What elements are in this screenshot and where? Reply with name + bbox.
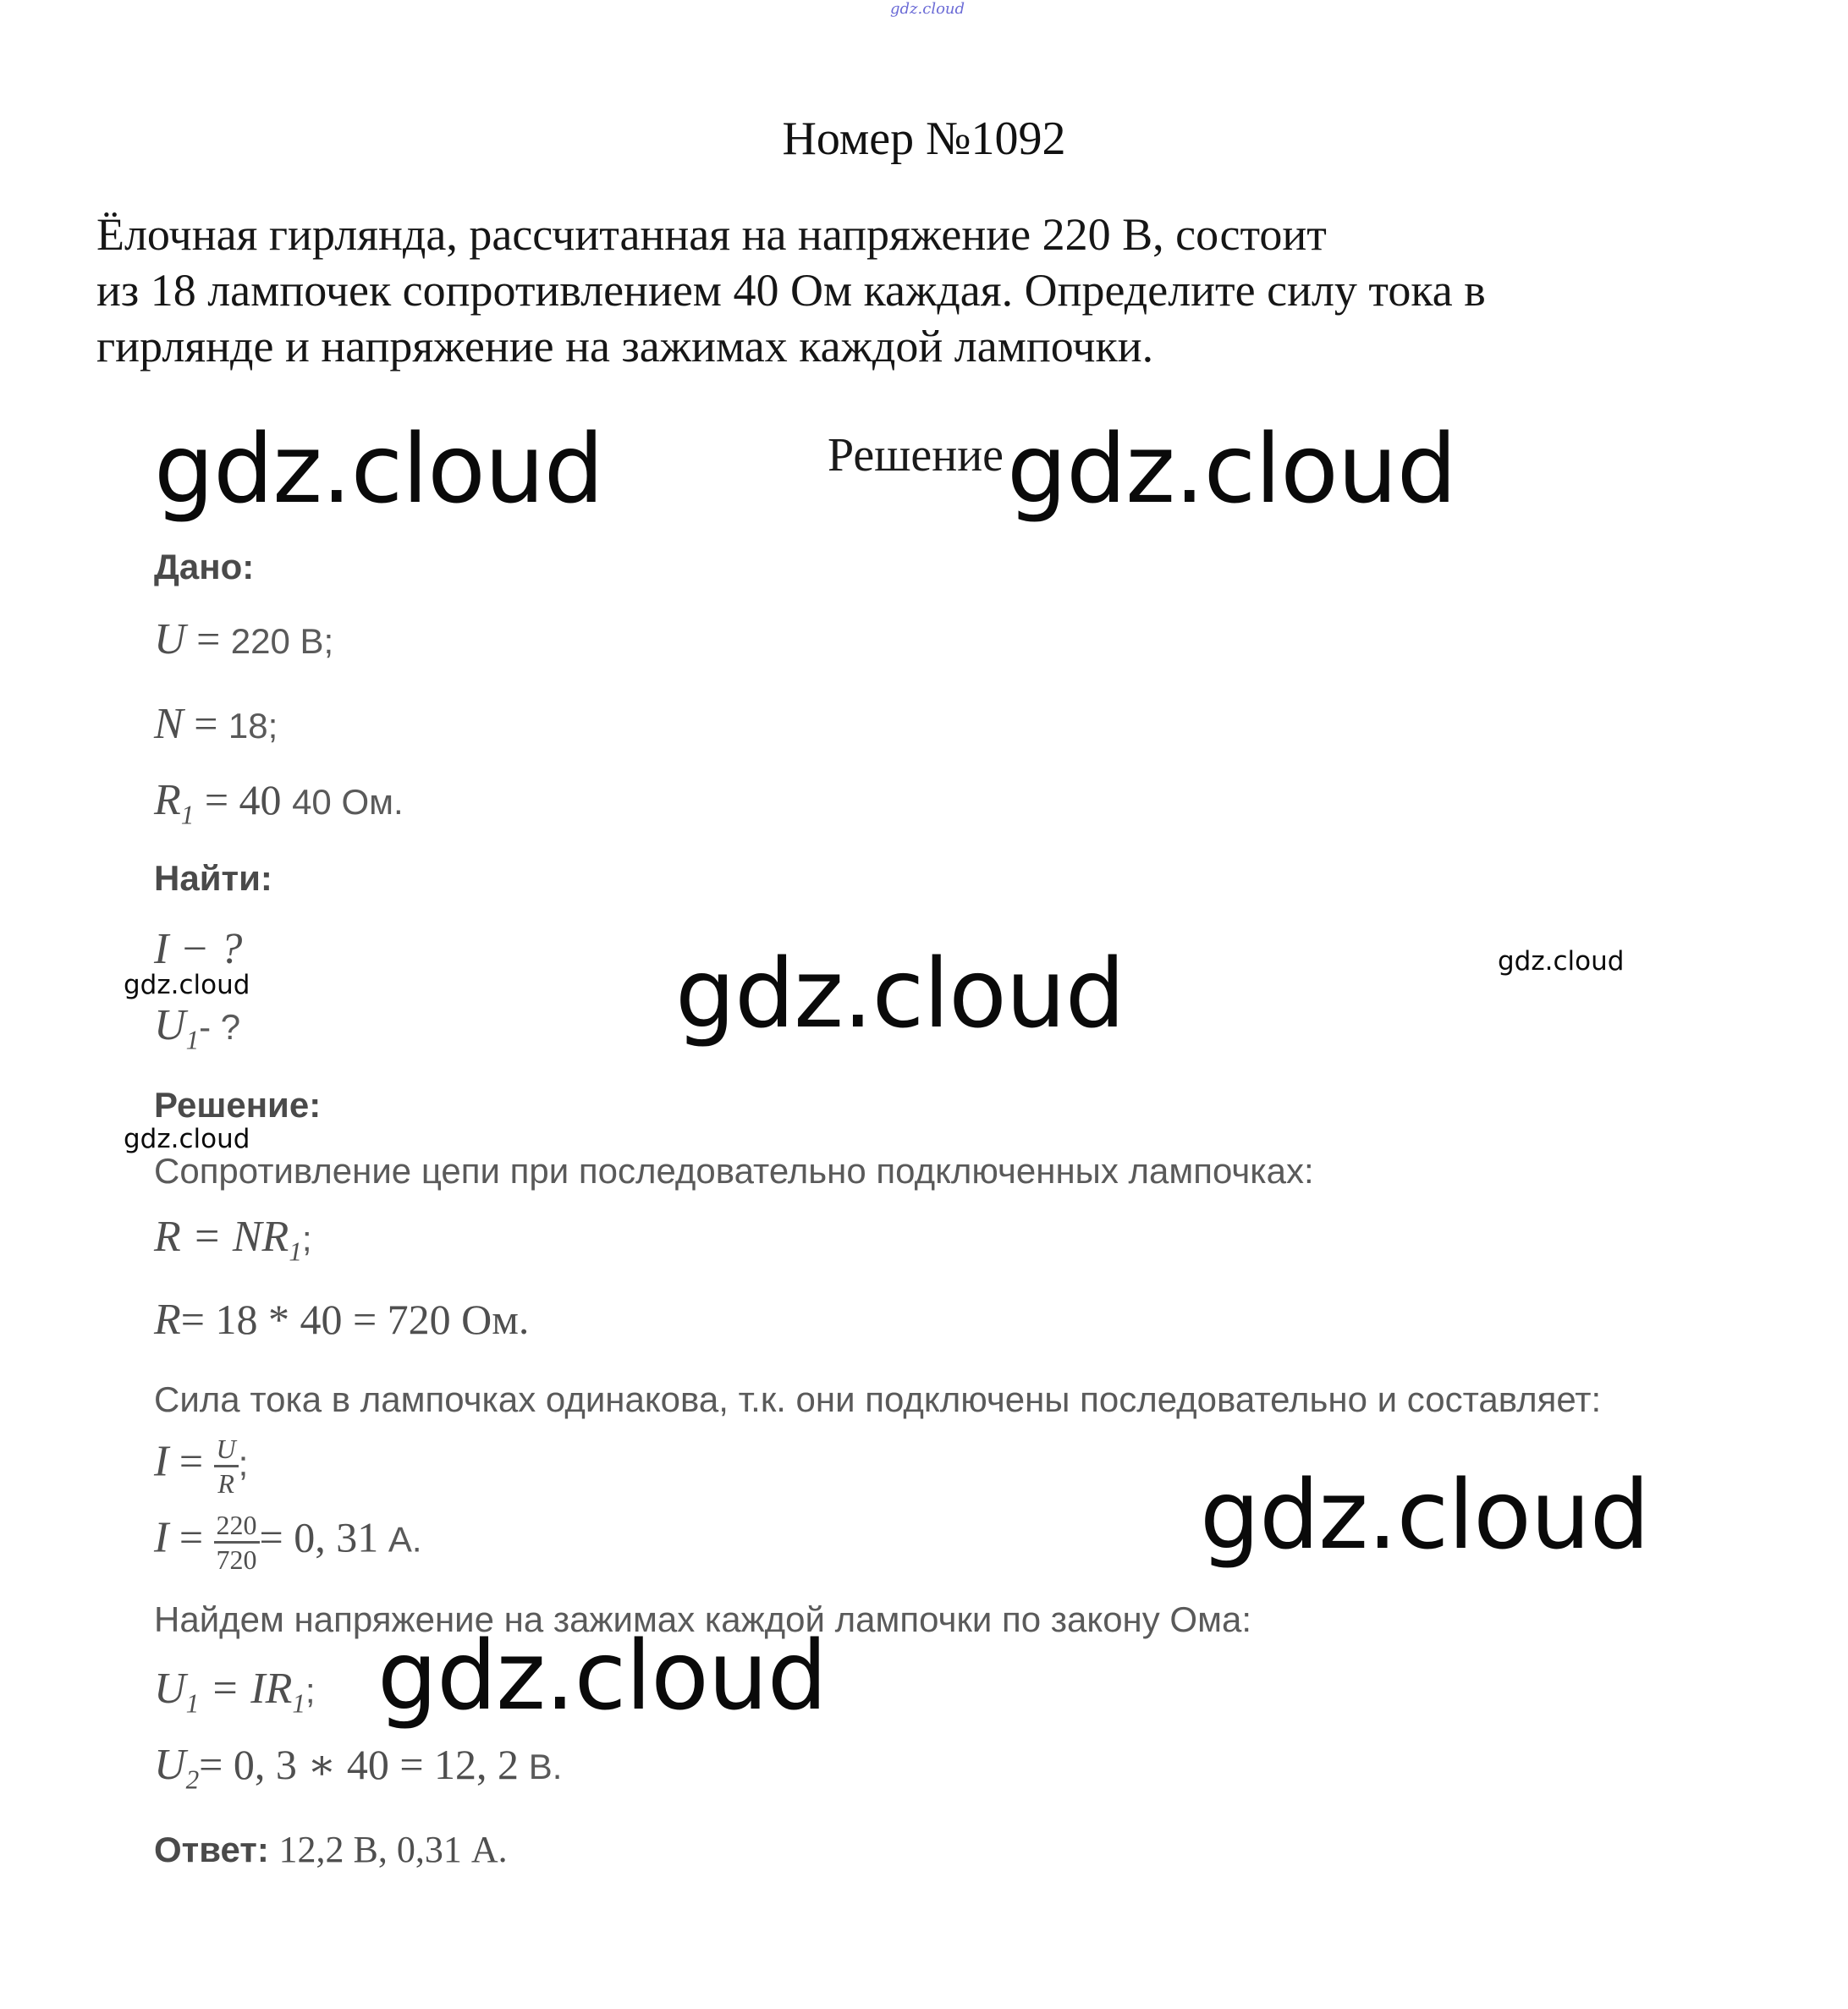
watermark: gdz.cloud — [675, 939, 1125, 1049]
given-n — [154, 699, 278, 749]
equals-sign: = 40 — [194, 776, 293, 823]
semicolon: ; — [301, 1219, 312, 1258]
formula-i-calc — [154, 1511, 422, 1573]
var-i: I — [154, 1513, 169, 1562]
equals-sign: = — [183, 700, 228, 747]
task-text — [96, 206, 1486, 374]
watermark: gdz.cloud — [1007, 415, 1456, 525]
watermark: gdz.cloud — [124, 1124, 250, 1154]
var-u1: $U_1$ — [154, 1001, 200, 1055]
var-u: U — [154, 615, 186, 663]
task-line: Ёлочная гирлянда, рассчитанная на напряжение 220 В, состоит — [96, 209, 1327, 260]
solution-text-3: Найдем напряжение на зажимах каждой лампочки по закону Ома: — [154, 1599, 1251, 1639]
formula-u1 — [154, 1664, 316, 1719]
watermark: gdz.cloud — [154, 415, 603, 525]
unit-v: В. — [528, 1747, 563, 1786]
given-r1 — [154, 775, 404, 830]
given-r1-value: 40 Ом. — [292, 782, 404, 822]
find-heading: Найти: — [154, 858, 272, 898]
formula-u2-result: = 0, 3 ∗ 40 = 12, 2 — [199, 1741, 520, 1788]
solution-text-2: Сила тока в лампочках одинакова, т.к. они подключены последовательно и составляет: — [154, 1379, 1602, 1419]
formula-r — [154, 1212, 312, 1267]
var-r1: $R_1$ — [154, 776, 195, 830]
equals-sign: = — [168, 1437, 214, 1485]
formula-i-result: = 0, 31 — [259, 1513, 379, 1561]
var-r: R — [154, 1296, 181, 1344]
fraction-220-over-720: $\frac{220}{720}$ — [214, 1511, 260, 1573]
page-title: Номер №1092 — [782, 113, 1066, 165]
task-line: из 18 лампочек сопротивлением 40 Ом каждая. Определите силу тока в — [96, 265, 1486, 316]
given-n-value: 18; — [228, 706, 278, 746]
semicolon: ; — [305, 1670, 316, 1710]
answer-value: 12,2 В, 0,31 А. — [278, 1829, 508, 1870]
unit-a: А. — [388, 1519, 422, 1560]
watermark: gdz.cloud — [124, 970, 250, 1000]
formula-r-expression: $R = NR_1$ — [154, 1213, 302, 1267]
var-i: I — [154, 1437, 169, 1486]
formula-i — [154, 1435, 248, 1497]
watermark: gdz.cloud — [377, 1621, 827, 1731]
given-u — [154, 614, 333, 664]
equals-sign: = — [168, 1513, 214, 1561]
task-line: гирлянде и напряжение на зажимах каждой лампочки. — [96, 321, 1154, 372]
solution-heading: Решение: — [154, 1085, 322, 1125]
given-u-value: 220 В; — [230, 621, 334, 661]
solution-label: Решение — [828, 429, 1004, 482]
fraction-u-over-r: $\frac{U}{R}$ — [214, 1435, 239, 1497]
find-u1-value: - ? — [199, 1007, 241, 1047]
watermark: gdz.cloud — [1200, 1461, 1649, 1571]
formula-u1-expression: $U_1 = IR_1$ — [154, 1665, 305, 1719]
formula-u2-calc — [154, 1740, 562, 1795]
find-u1 — [154, 1000, 240, 1055]
equals-sign: = — [185, 615, 231, 663]
formula-r-calc — [154, 1295, 529, 1345]
formula-r-calc-value: = 18 * 40 = 720 Ом. — [180, 1296, 530, 1343]
var-n: N — [154, 700, 184, 748]
given-heading: Дано: — [154, 547, 255, 586]
answer — [154, 1828, 508, 1871]
solution-text-1: Сопротивление цепи при последовательно подключенных лампочках: — [154, 1151, 1314, 1191]
find-i: I − ? — [154, 925, 243, 973]
var-u2: $U_2$ — [154, 1741, 200, 1795]
answer-label: Ответ: — [154, 1830, 269, 1869]
watermark: gdz.cloud — [1498, 946, 1625, 977]
semicolon: ; — [238, 1443, 249, 1483]
top-watermark: gdz.cloud — [890, 0, 965, 18]
